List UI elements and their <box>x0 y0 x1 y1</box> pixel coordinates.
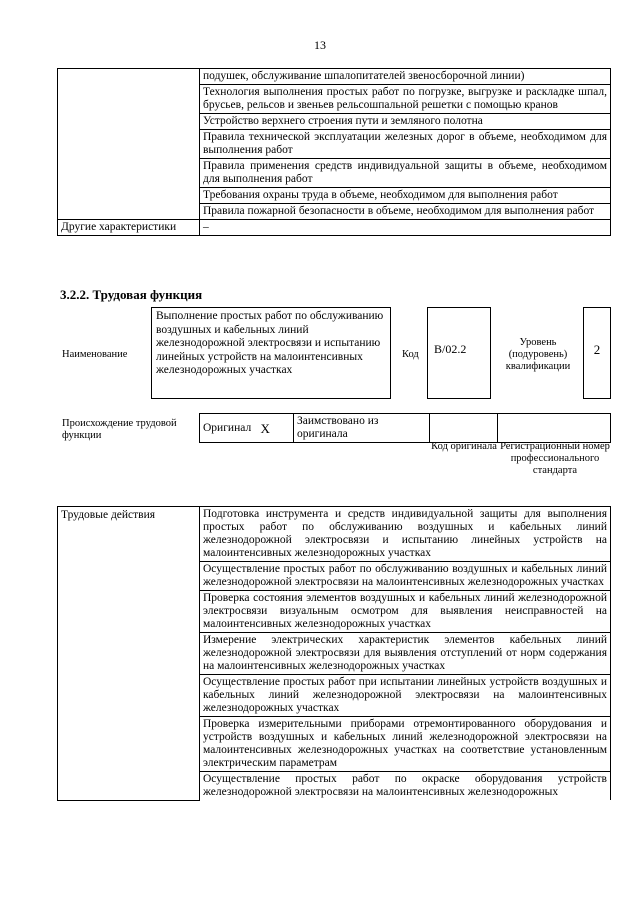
code-label: Код <box>402 349 419 360</box>
origin-table <box>199 413 611 443</box>
table-row: Технология выполнения простых работ по погрузке, выгрузке и раскладке шпал, брусьев, рельсов и звеньев рельсошпальной решетки с помощью кранов <box>200 85 611 114</box>
table-row: Проверка состояния элементов воздушных и кабельных линий железнодорожной электросвязи визуальным осмотром для выявления неисправностей на малоинтенсивных железнодорожных участках <box>200 591 611 633</box>
table-row: Осуществление простых работ по обслуживанию воздушных и кабельных линий железнодорожной электросвязи на малоинтенсивных железнодорожных участках <box>200 562 611 591</box>
table-row: Правила технической эксплуатации железных дорог в объеме, необходимом для выполнения работ <box>200 130 611 159</box>
original-label: Оригинал <box>200 414 258 443</box>
qualification-level: 2 <box>583 307 611 399</box>
reg-number-caption: Регистрационный номер профессионального стандарта <box>500 441 610 476</box>
table-row: Подготовка инструмента и средств индивидуальной защиты для выполнения простых работ по обслуживанию воздушных и кабельных линий железнодорожной электросвязи и испытанию линейных устройств на малоинтенсивных железнодорожных участках <box>200 507 611 562</box>
labor-actions-label: Трудовые действия <box>58 507 200 801</box>
original-mark: X <box>258 414 294 443</box>
name-label: Наименование <box>62 349 128 360</box>
section-title: 3.2.2. Трудовая функция <box>60 287 203 302</box>
table-row: Осуществление простых работ по окраске оборудования устройств железнодорожной электросвязи на малоинтенсивных железнодорожных <box>200 772 611 801</box>
table-row: Измерение электрических характеристик элементов кабельных линий железнодорожной электросвязи для выявления отступлений от норм содержания на малоинтенсивных железнодорожных участках <box>200 633 611 675</box>
page-number: 13 <box>314 38 326 52</box>
function-code: B/02.2 <box>427 307 491 399</box>
level-label: Уровень (подуровень) квалификации <box>505 337 571 372</box>
table-row: подушек, обслуживание шпалопитателей звеносборочной линии) <box>200 69 611 85</box>
table-row: Устройство верхнего строения пути и земляного полотна <box>200 114 611 130</box>
code-original-caption: Код оригинала <box>431 441 497 452</box>
function-name: Выполнение простых работ по обслуживанию воздушных и кабельных линий железнодорожной электросвязи и испытанию линейных устройств на малоинтенсивных железнодорожных участках <box>151 307 391 399</box>
other-characteristics-value: – <box>200 220 611 236</box>
knowledge-table <box>57 68 611 236</box>
table-row: Правила пожарной безопасности в объеме, необходимом для выполнения работ <box>200 204 611 220</box>
table-row: Правила применения средств индивидуальной защиты в объеме, необходимом для выполнения работ <box>200 159 611 188</box>
borrowed-label: Заимствовано из оригинала <box>294 414 430 443</box>
table-row: Требования охраны труда в объеме, необходимом для выполнения работ <box>200 188 611 204</box>
origin-label: Происхождение трудовой функции <box>62 418 177 441</box>
labor-actions-table <box>57 506 611 801</box>
table-row: Осуществление простых работ при испытании линейных устройств воздушных и кабельных линий железнодорожной электросвязи на малоинтенсивных железнодорожных участках <box>200 675 611 717</box>
table-row: Проверка измерительными приборами отремонтированного оборудования и устройств воздушных и кабельных линий железнодорожной электросвязи на малоинтенсивных железнодорожных участках на соответствие установленным электрическим параметрам <box>200 717 611 772</box>
other-characteristics-label: Другие характеристики <box>58 220 200 236</box>
